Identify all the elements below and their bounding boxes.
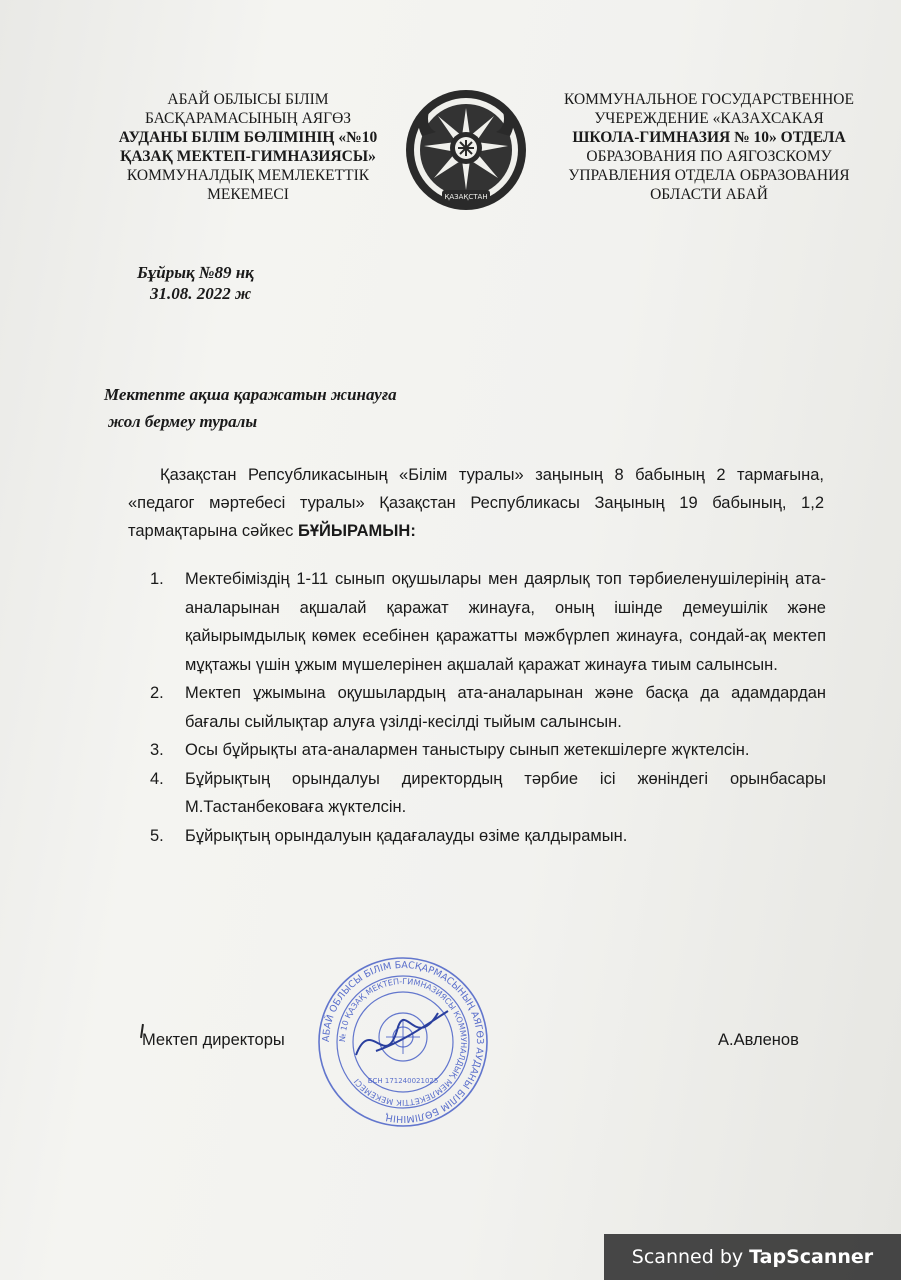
subject-line: Мектепте ақша қаражатын жинауға bbox=[104, 385, 397, 404]
header-left-line: ҚАЗАҚ МЕКТЕП-ГИМНАЗИЯСЫ» bbox=[120, 148, 376, 165]
header-left-line: КОММУНАЛДЫҚ МЕМЛЕКЕТТІК bbox=[126, 167, 370, 184]
stamp-outer-text: АБАЙ ОБЛЫСЫ БІЛІМ БАСҚАРМАСЫНЫҢ АЯГӨЗ АУДАНЫ БІЛІМ БӨЛІМІНІҢ bbox=[320, 959, 486, 1125]
header-left-kazakh bbox=[98, 90, 398, 204]
list-item bbox=[150, 679, 826, 736]
list-item bbox=[150, 822, 826, 851]
header-right-russian bbox=[548, 90, 870, 204]
list-item bbox=[150, 736, 826, 765]
subject-line: жол бермеу туралы bbox=[108, 412, 258, 431]
scanner-brand: TapScanner bbox=[749, 1246, 874, 1268]
header-left-line: АУДАНЫ БІЛІМ БӨЛІМІНІҢ «№10 bbox=[118, 129, 378, 146]
emblem-label: ҚАЗАҚСТАН bbox=[444, 193, 488, 201]
order-number: Бұйрық №89 нқ bbox=[137, 263, 254, 282]
intro-emphasis: БҰЙЫРАМЫН: bbox=[297, 522, 416, 540]
item-number: 4. bbox=[150, 769, 164, 788]
list-item bbox=[150, 765, 826, 822]
official-stamp-icon bbox=[316, 955, 490, 1129]
header-left-line: АБАЙ ОБЛЫСЫ БІЛІМ bbox=[167, 91, 329, 108]
list-item bbox=[150, 565, 826, 679]
header-left-line: БАСҚАРАМАСЫНЫҢ АЯГӨЗ bbox=[144, 110, 352, 127]
stamp-inner-text: № 10 ҚАЗАҚ МЕКТЕП-ГИМНАЗИЯСЫ КОММУНАЛДЫҚ МЕМЛЕКЕТТІК МЕКЕМЕСІ bbox=[337, 976, 469, 1108]
intro-text: Қазақстан Репсубликасының «Білім туралы» заңының 8 бабының 2 тармағына, «педагог мәртебесі туралы» Қазақстан Республикасы Заңының 19 бабының, 1,2 тармақтарына сәйкес bbox=[128, 466, 824, 540]
item-text: Мектебіміздің 1-11 сынып оқушылары мен даярлық топ тәрбиеленушілерінің ата-аналарынан ақшалай қаражат жинауға, оның ішінде демеушілік және қайырымдылық көмек есебінен қаражатты мәжбүрлеп жинауға, сондай-ақ мектеп мұқтажы үшін ұжым мүшелерінен ақшалай қаражат жинауға тиым салынсын. bbox=[185, 570, 826, 674]
stamp-bin: БСН 171240021025 bbox=[367, 1077, 439, 1085]
order-subject bbox=[104, 381, 397, 435]
item-text: Бұйрықтың орындалуы директордың тәрбие ісі жөніндегі орынбасары М.Тастанбековаға жүктелсін. bbox=[185, 769, 826, 816]
header-right-line: КОММУНАЛЬНОЕ ГОСУДАРСТВЕННОЕ bbox=[564, 91, 854, 108]
header-right-line: УЧЕРЕЖДЕНИЕ «КАЗАХСАКАЯ bbox=[594, 110, 824, 127]
signatory-name: А.Авленов bbox=[718, 1031, 799, 1049]
item-text: Осы бұйрықты ата-аналармен таныстыру сынып жетекшілерге жүктелсін. bbox=[185, 741, 750, 759]
header-left-line: МЕКЕМЕСІ bbox=[207, 186, 289, 203]
item-text: Мектеп ұжымына оқушылардың ата-аналарынан және басқа да адамдардан бағалы сыйлықтар алуға үзілді-кесілді тыйым салынсын. bbox=[185, 684, 826, 731]
header-right-line: ОБРАЗОВАНИЯ ПО АЯГОЗСКОМУ bbox=[586, 148, 832, 165]
header-right-line: ОБЛАСТИ АБАЙ bbox=[650, 186, 768, 203]
scanner-prefix: Scanned by bbox=[631, 1246, 750, 1268]
signature-label: Мектеп директоры bbox=[142, 1031, 285, 1049]
item-number: 3. bbox=[150, 741, 164, 759]
item-number: 1. bbox=[150, 570, 164, 588]
item-number: 2. bbox=[150, 684, 164, 702]
header-right-line: ШКОЛА-ГИМНАЗИЯ № 10» ОТДЕЛА bbox=[572, 129, 846, 146]
scanner-watermark bbox=[604, 1234, 901, 1280]
intro-paragraph bbox=[128, 461, 824, 545]
signature-scribble-icon bbox=[356, 1011, 448, 1055]
item-number: 5. bbox=[150, 826, 164, 845]
header-right-line: УПРАВЛЕНИЯ ОТДЕЛА ОБРАЗОВАНИЯ bbox=[568, 167, 850, 184]
state-emblem-icon bbox=[402, 86, 530, 214]
order-items-list bbox=[150, 565, 826, 850]
item-text: Бұйрықтың орындалуын қадағалауды өзіме қалдырамын. bbox=[185, 826, 628, 845]
order-date: 31.08. 2022 ж bbox=[150, 284, 252, 303]
